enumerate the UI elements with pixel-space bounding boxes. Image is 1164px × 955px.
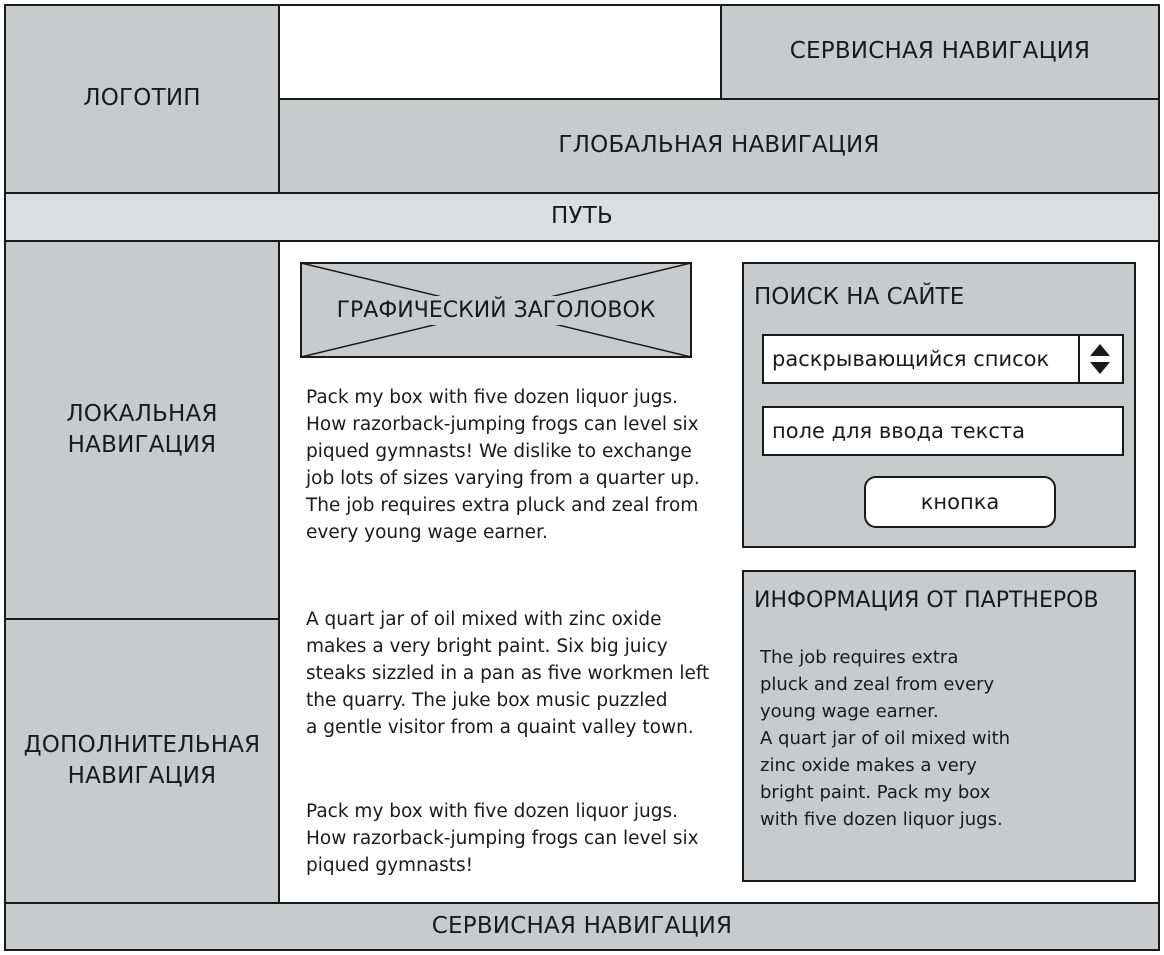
local-navigation-label-line1: ЛОКАЛЬНАЯ: [66, 400, 218, 427]
service-navigation-top-label: СЕРВИСНАЯ НАВИГАЦИЯ: [789, 38, 1091, 65]
search-button[interactable]: [864, 476, 1056, 528]
additional-navigation[interactable]: [4, 618, 280, 904]
paragraph-2: A quart jar of oil mixed with zinc oxide makes a very bright paint. Six big juicy steaks sizzled in a pan as five workmen left the quarry. The juke box music puzzled a gentle visitor from a quaint valley town.: [306, 609, 710, 738]
breadcrumb[interactable]: [4, 192, 1160, 242]
partners-info-panel: [742, 570, 1136, 882]
global-navigation-label: ГЛОБАЛЬНАЯ НАВИГАЦИЯ: [558, 132, 880, 159]
site-search-panel: [742, 262, 1136, 548]
search-button-label: кнопка: [920, 490, 1000, 514]
partners-info-title: ИНФОРМАЦИЯ ОТ ПАРТНЕРОВ: [754, 588, 1099, 613]
graphic-heading-label: ГРАФИЧЕСКИЙ ЗАГОЛОВОК: [325, 296, 668, 325]
additional-navigation-label-line1: ДОПОЛНИТЕЛЬНАЯ: [23, 731, 261, 758]
logo-label: ЛОГОТИП: [83, 85, 201, 112]
text-input[interactable]: [762, 406, 1124, 456]
service-navigation-footer-label: СЕРВИСНАЯ НАВИГАЦИЯ: [431, 912, 733, 939]
partners-info-text: The job requires extra pluck and zeal from every young wage earner. A quart jar of oil mixed with zinc oxide makes a very bright paint. Pack my box with five dozen liquor jugs.: [760, 647, 1011, 830]
local-navigation-label-line2: НАВИГАЦИЯ: [67, 432, 217, 458]
breadcrumb-label: ПУТЬ: [551, 203, 613, 230]
site-search-title: ПОИСК НА САЙТЕ: [754, 284, 965, 310]
dropdown-select-value: раскрывающийся список: [772, 347, 1050, 371]
graphic-heading: [300, 262, 692, 358]
paragraph-3: Pack my box with five dozen liquor jugs. How razorback-jumping frogs can level six piqued gymnasts!: [306, 801, 699, 876]
dropdown-select[interactable]: [762, 334, 1124, 384]
service-navigation-top[interactable]: [720, 4, 1160, 100]
up-down-arrows-icon[interactable]: [1078, 336, 1122, 382]
local-navigation[interactable]: [4, 240, 280, 620]
paragraph-1: Pack my box with five dozen liquor jugs. How razorback-jumping frogs can level six piqued gymnasts! We dislike to exchange job lots of sizes varying from a quarter up. The job requires extra pluck and zeal from every young wage earner.: [306, 387, 700, 543]
text-input-value: поле для ввода текста: [772, 419, 1025, 443]
header-blank-area: [278, 4, 722, 100]
global-navigation[interactable]: [278, 98, 1160, 194]
service-navigation-footer[interactable]: [4, 902, 1160, 951]
additional-navigation-label-line2: НАВИГАЦИЯ: [67, 763, 217, 789]
logo[interactable]: [4, 4, 280, 194]
